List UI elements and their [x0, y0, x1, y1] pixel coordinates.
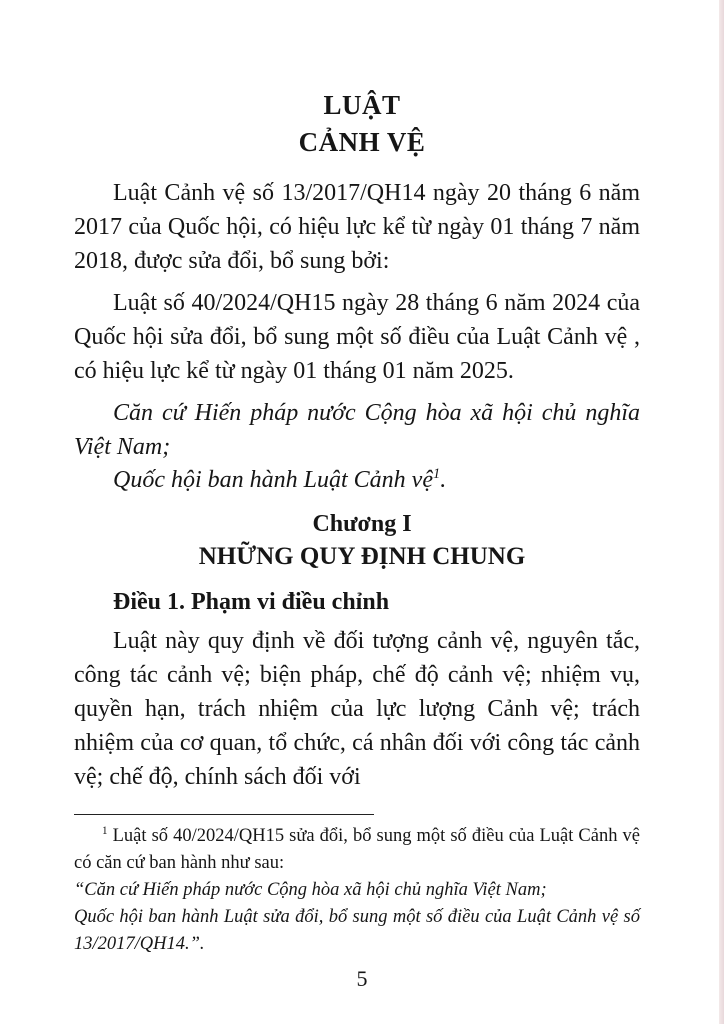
footnote [74, 823, 640, 958]
footnote-marker: 1 [102, 824, 108, 837]
footnote-quote-2: Quốc hội ban hành Luật sửa đổi, bổ sung một số điều của Luật Cảnh vệ số 13/2017/QH14.”. [74, 907, 640, 954]
chapter-name: NHỮNG QUY ĐỊNH CHUNG [198, 543, 526, 570]
footnote-quote-1: “Căn cứ Hiến pháp nước Cộng hòa xã hội chủ nghĩa Việt Nam; [74, 880, 547, 900]
enactment-end: . [440, 467, 447, 493]
article-heading: Điều 1. Phạm vi điều chỉnh [113, 589, 390, 615]
enactment-text: Quốc hội ban hành Luật Cảnh vệ [113, 467, 433, 493]
law-title: LUẬT [323, 90, 401, 120]
footnote-reference: 1 [432, 466, 441, 482]
page-number: 5 [356, 966, 368, 991]
chapter-number: Chương I [312, 511, 412, 537]
footnote-divider [74, 814, 374, 815]
preamble-paragraph-1: Luật Cảnh vệ số 13/2017/QH14 ngày 20 tháng 6 năm 2017 của Quốc hội, có hiệu lực kể từ ngày 01 tháng 7 năm 2018, được sửa đổi, bổ sung bởi: [74, 180, 640, 274]
preamble-paragraph-3: Căn cứ Hiến pháp nước Cộng hòa xã hội chủ nghĩa Việt Nam; [74, 400, 640, 460]
article-body: Luật này quy định về đối tượng cảnh vệ, nguyên tắc, công tác cảnh vệ; biện pháp, chế độ cảnh vệ; nhiệm vụ, quyền hạn, trách nhiệm của lực lượng Cảnh vệ; trách nhiệm của cơ quan, tổ chức, cá nhân đối với công tác cảnh vệ; chế độ, chính sách đối với [74, 628, 640, 790]
preamble-paragraph-2: Luật số 40/2024/QH15 ngày 28 tháng 6 năm 2024 của Quốc hội sửa đổi, bổ sung một số điều của Luật Cảnh vệ , có hiệu lực kể từ ngày 01 tháng 01 năm 2025. [74, 290, 640, 384]
law-subtitle: CẢNH VỆ [298, 127, 426, 157]
footnote-text: Luật số 40/2024/QH15 sửa đổi, bổ sung một số điều của Luật Cảnh vệ có căn cứ ban hành như sau: [74, 826, 641, 873]
preamble-paragraph-4 [74, 463, 640, 497]
